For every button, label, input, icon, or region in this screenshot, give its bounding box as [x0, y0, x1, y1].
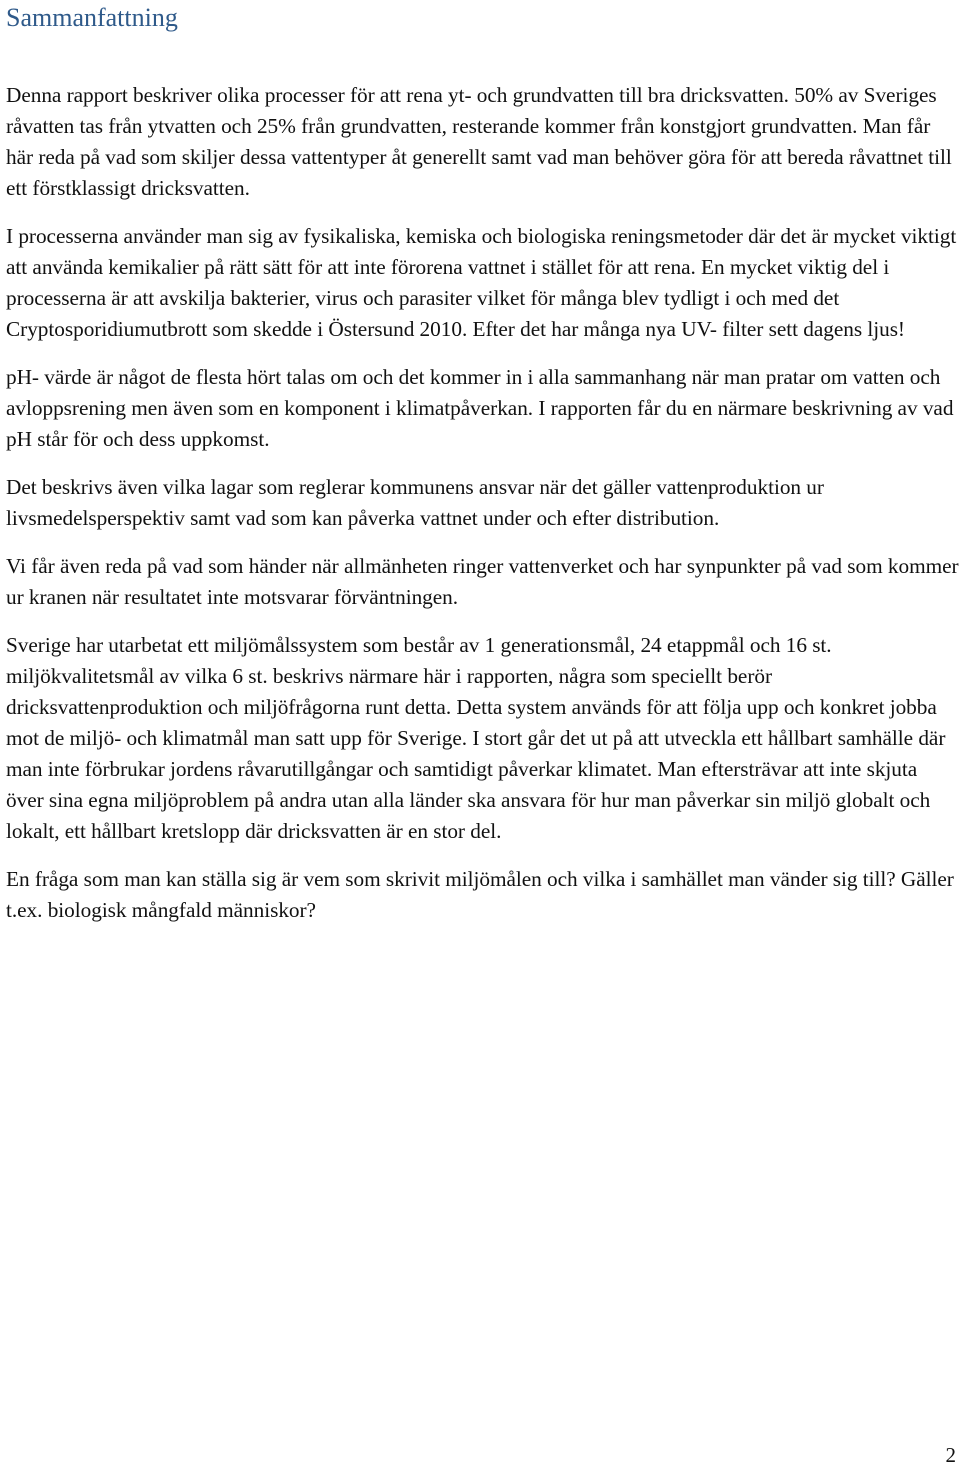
paragraph-processes: I processerna använder man sig av fysikaliska, kemiska och biologiska reningsmetoder där det är mycket viktigt att använda kemikalier på rätt sätt för att inte förorena vattnet i stället för att rena. En mycket viktig del i processerna är att avskilja bakterier, virus och parasiter vilket för många blev tydligt i och med det Cryptosporidiumutbrott som skedde i Östersund 2010. Efter det har många nya UV- filter sett dagens ljus!: [6, 224, 957, 341]
paragraph-ph: pH- värde är något de flesta hört talas om och det kommer in i alla sammanhang när man pratar om vatten och avloppsrening men även som en komponent i klimatpåverkan. I rapporten får du en närmare beskrivning av vad pH står för och dess uppkomst.: [6, 365, 954, 451]
page-number: 2: [945, 1443, 956, 1467]
paragraph-laws: Det beskrivs även vilka lagar som reglerar kommunens ansvar när det gäller vattenproduktion ur livsmedelsperspektiv samt vad som kan påverka vattnet under och efter distribution.: [6, 475, 824, 530]
paragraph-intro: Denna rapport beskriver olika processer för att rena yt- och grundvatten till bra dricksvatten. 50% av Sveriges råvatten tas från ytvatten och 25% från grundvatten, resterande kommer från konstgjort grundvatten. Man får här reda på vad som skiljer dessa vattentyper åt generellt samt vad man behöver göra för att bereda råvattnet till ett förstklassigt dricksvatten.: [6, 83, 952, 200]
paragraph-public: Vi får även reda på vad som händer när allmänheten ringer vattenverket och har synpunkter på vad som kommer ur kranen när resultatet inte motsvarar förväntningen.: [6, 554, 959, 609]
paragraph-question: En fråga som man kan ställa sig är vem som skrivit miljömålen och vilka i samhället man vänder sig till? Gäller t.ex. biologisk mångfald människor?: [6, 867, 954, 922]
section-heading: Sammanfattning: [6, 3, 178, 32]
paragraph-environmental-goals: Sverige har utarbetat ett miljömålssystem som består av 1 generationsmål, 24 etappmål och 16 st. miljökvalitetsmål av vilka 6 st. beskrivs närmare här i rapporten, några som speciellt berör dricksvattenproduktion och miljöfrågorna runt detta. Detta system används för att följa upp och konkret jobba mot de miljö- och klimatmål man satt upp för Sverige. I stort går det ut på att utveckla ett hållbart samhälle där man inte förbrukar jordens råvarutillgångar och samtidigt påverkar klimatet. Man eftersträvar att inte skjuta över sina egna miljöproblem på andra utan alla länder ska ansvara för hur man påverkar sin miljö globalt och lokalt, ett hållbart kretslopp där dricksvatten är en stor del.: [6, 633, 946, 843]
document-body: [6, 80, 960, 943]
